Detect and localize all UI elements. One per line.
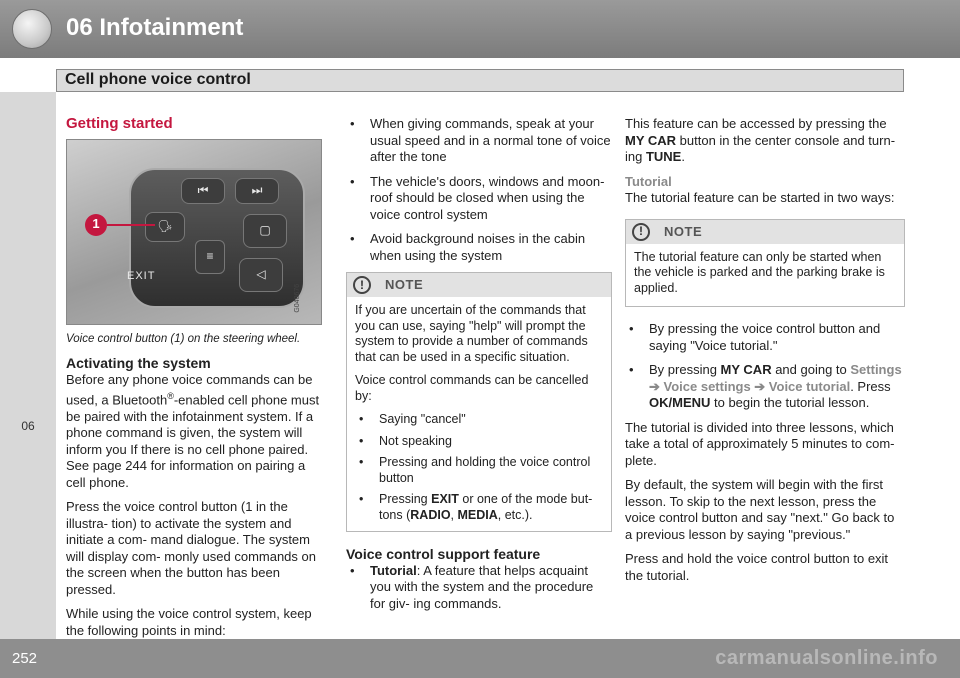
note-body: [626, 244, 904, 307]
list-item: • Tutorial: A feature that helps acquaint you with the system and the procedure for giv- ing commands.: [346, 563, 612, 613]
list-item: • By pressing the voice control button and saying "Voice tutorial.": [625, 321, 905, 354]
activating-paragraph-1: Before any phone voice commands can be used, a Bluetooth®-enabled cell phone must be paired with the infotainment system. If a phone command is given, the system will inform you If there is no cell phone paired. See page 244 for information on pairing a cell phone.: [66, 371, 320, 490]
section-bar: [56, 69, 904, 92]
column-2: [346, 116, 612, 620]
steering-keypad: [129, 168, 305, 308]
tutorial-paragraph: The tutorial is divided into three lessons, which take a total of approximately 5 minutes to com- plete.: [625, 419, 895, 468]
chapter-tab-label: 06: [21, 419, 35, 433]
watermark: carmanualsonline.info: [715, 647, 938, 669]
access-paragraph: This feature can be accessed by pressing the MY CAR button in the center console and turn- ing TUNE.: [625, 116, 896, 164]
chapter-title: 06 Infotainment: [66, 14, 244, 41]
info-icon: !: [353, 276, 371, 294]
list-item: • Saying "cancel": [355, 412, 603, 428]
tutorial-heading: Tutorial: [625, 173, 672, 189]
page-footer: [0, 639, 960, 678]
activating-paragraph-2: Press the voice control button (1 in the illustra- tion) to activate the system and initiate a com- mand dialogue. The system will display com- monly used commands on the screen when the button has been pressed.: [66, 499, 316, 597]
activating-paragraph-3: While using the voice control system, keep the following points in mind:: [66, 606, 312, 638]
note-header: [626, 220, 904, 244]
callout-1: 1: [85, 214, 107, 236]
note-paragraph: The tutorial feature can only be started when the vehicle is parked and the parking brake is applied.: [634, 249, 885, 295]
next-track-icon: ⏭: [235, 178, 279, 204]
speaker-icon: [12, 9, 52, 49]
figure-caption: Voice control button (1) on the steering wheel.: [66, 332, 301, 345]
note-box: [346, 272, 612, 532]
thumbwheel-icon: ≡: [195, 240, 225, 274]
callout-line: [107, 224, 155, 226]
tutorial-paragraph: Press and hold the voice control button to exit the tutorial.: [625, 551, 889, 583]
note-body: [347, 297, 611, 531]
exit-label: EXIT: [127, 269, 156, 282]
chapter-header: [0, 0, 960, 58]
voice-control-icon: 🗣: [145, 212, 185, 242]
steering-wheel-figure: [66, 139, 322, 325]
note-label: NOTE: [664, 223, 703, 239]
list-item: • Pressing EXIT or one of the mode but- tons (RADIO, MEDIA, etc.).: [355, 492, 603, 523]
info-icon: !: [632, 223, 650, 241]
column-1: [66, 116, 322, 647]
note-paragraph: Voice control commands can be cancelled by:: [355, 373, 589, 403]
list-item: • By pressing MY CAR and going to Settings ➔ Voice settings ➔ Voice tutorial. Press OK/MENU to begin the tutorial lesson.: [625, 362, 905, 412]
list-item: • Pressing and holding the voice control button: [355, 455, 603, 486]
list-item: • When giving commands, speak at your usual speed and in a normal tone of voice after the tone: [346, 116, 612, 166]
section-title: Cell phone voice control: [65, 71, 251, 88]
prev-track-icon: ⏮: [181, 178, 225, 204]
note-paragraph: If you are uncertain of the commands that you can use, saying "help" will prompt the system to provide a number of commands that can be used in a specific situation.: [355, 303, 588, 364]
activating-heading: Activating the system: [66, 355, 211, 371]
volume-up-icon: ▢: [243, 214, 287, 248]
note-header: [347, 273, 611, 297]
figure-code: G040676: [294, 283, 302, 313]
note-label: NOTE: [385, 277, 424, 292]
support-heading: Voice control support feature: [346, 546, 541, 562]
list-item: • Not speaking: [355, 434, 603, 450]
note-box: [625, 219, 905, 308]
volume-down-icon: ◁: [239, 258, 283, 292]
getting-started-heading: Getting started: [66, 115, 173, 132]
column-3: [625, 116, 905, 592]
list-item: • Avoid background noises in the cabin when using the system: [346, 231, 612, 264]
page-number: 252: [12, 650, 38, 667]
list-item: • The vehicle's doors, windows and moon- roof should be closed when using the voice control system: [346, 174, 612, 224]
tutorial-intro: The tutorial feature can be started in two ways:: [625, 190, 895, 205]
chapter-sidebar: [0, 92, 56, 639]
tutorial-paragraph: By default, the system will begin with the first lesson. To skip to the next lesson, press the voice control button and say "next." Go back to a previous lesson by saying "previous.": [625, 477, 895, 542]
